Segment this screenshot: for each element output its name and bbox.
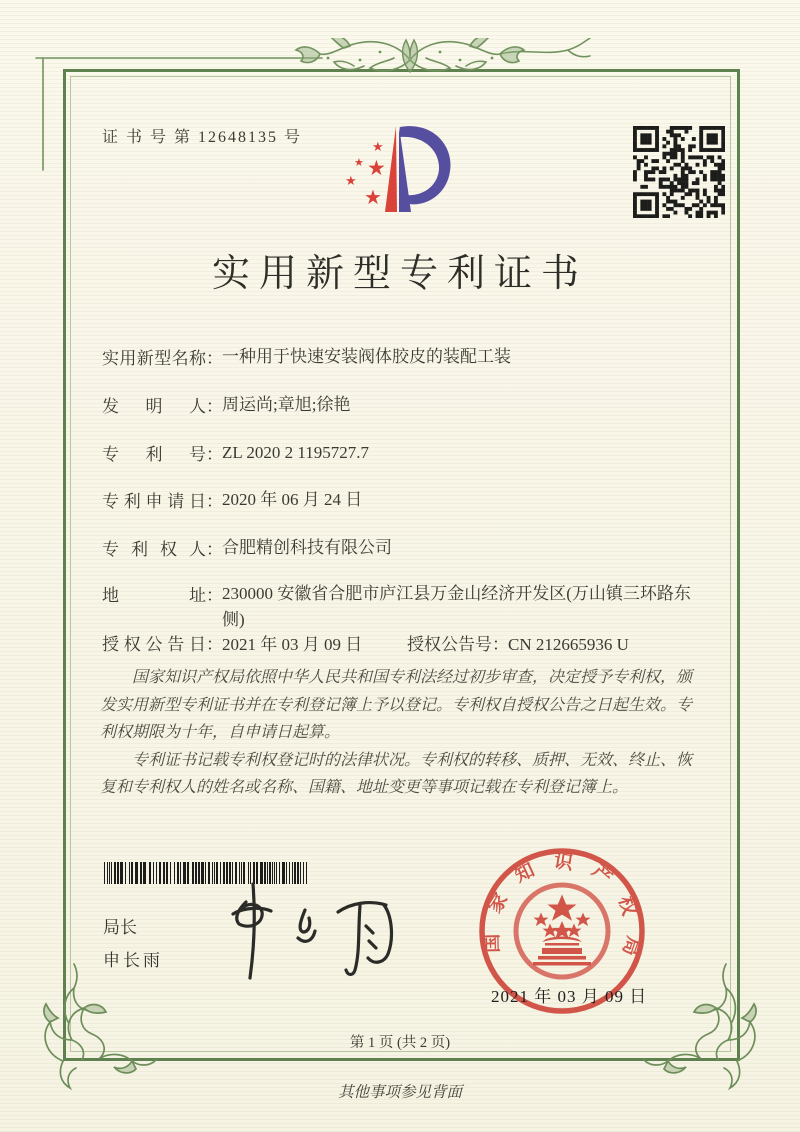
certificate-title: 实用新型专利证书 — [211, 253, 588, 295]
field-label: 专利申请日 — [102, 492, 206, 511]
logo-star: ★ — [372, 139, 384, 154]
field-value: 2020 年 06 月 24 日 — [222, 490, 363, 509]
field-colon: ： — [206, 349, 223, 368]
field-label: 地址 — [102, 586, 206, 605]
svg-text:★: ★ — [345, 173, 357, 188]
commissioner-title: 局长 — [103, 918, 137, 937]
seal-text: 国家知识产权局 — [481, 850, 645, 976]
field-row-grant — [102, 630, 708, 655]
qr-code — [633, 126, 725, 218]
svg-text:★: ★ — [354, 157, 364, 169]
svg-text:★: ★ — [364, 187, 382, 209]
field-colon: ： — [206, 635, 223, 654]
field-label: 授权公告号 — [407, 635, 492, 654]
cnipa-logo-icon — [336, 113, 466, 225]
field-grant-no — [407, 630, 629, 655]
certificate-number: 证 书 号 第 12648135 号 — [102, 129, 303, 146]
field-colon: ： — [206, 397, 223, 416]
field-value: 2021 年 03 月 09 日 — [222, 635, 363, 654]
field-value: 合肥精创科技有限公司 — [222, 538, 392, 557]
bottom-left-corner-ornament — [28, 962, 168, 1092]
field-value: 周运尚;章旭;徐艳 — [222, 395, 351, 414]
field-row-name — [102, 344, 708, 370]
back-side-note: 其他事项参见背面 — [337, 1084, 462, 1101]
field-value: CN 212665936 U — [508, 635, 629, 654]
field-label: 实用新型名称 — [102, 349, 206, 368]
field-value: 230000 安徽省合肥市庐江县万金山经济开发区(万山镇三环路东侧) — [222, 584, 691, 629]
field-label: 专利号 — [102, 445, 206, 464]
field-colon: ： — [206, 540, 223, 559]
field-colon: ： — [492, 635, 509, 654]
field-colon: ： — [206, 492, 223, 511]
field-label: 授权公告日 — [102, 635, 206, 654]
national-emblem-icon — [516, 885, 608, 977]
field-row-patent-no — [102, 440, 708, 466]
field-label: 专利权人 — [102, 540, 206, 559]
field-colon: ： — [206, 586, 223, 605]
legal-paragraph-2: 专利证书记载专利权登记时的法律状况。专利权的转移、质押、无效、终止、恢复和专利权人的姓名或名称、国籍、地址变更等事项记载在专利登记簿上。 — [100, 751, 693, 796]
commissioner-signature — [210, 878, 425, 990]
bottom-right-corner-ornament — [632, 962, 772, 1092]
page-number: 第 1 页 (共 2 页) — [349, 1035, 451, 1051]
field-row-inventor — [102, 392, 708, 418]
field-value: 一种用于快速安装阀体胶皮的装配工装 — [222, 347, 511, 366]
field-row-address — [102, 581, 708, 633]
field-label: 发明人 — [102, 397, 206, 416]
legal-text-block — [100, 664, 704, 802]
svg-text:★: ★ — [367, 156, 386, 180]
legal-paragraph-1: 国家知识产权局依照中华人民共和国专利法经过初步审查，决定授予专利权，颁发实用新型专利证书并在专利登记簿上予以登记。专利权自授权公告之日起生效。专利权期限为十年，自申请日起算。 — [100, 669, 693, 741]
field-value: ZL 2020 2 1195727.7 — [222, 443, 370, 462]
field-colon: ： — [206, 445, 223, 464]
commissioner-name: 申长雨 — [103, 951, 163, 970]
field-row-filing-date — [102, 487, 708, 513]
seal-date: 2021 年 03 月 09 日 — [491, 987, 648, 1006]
field-row-patentee — [102, 535, 708, 561]
